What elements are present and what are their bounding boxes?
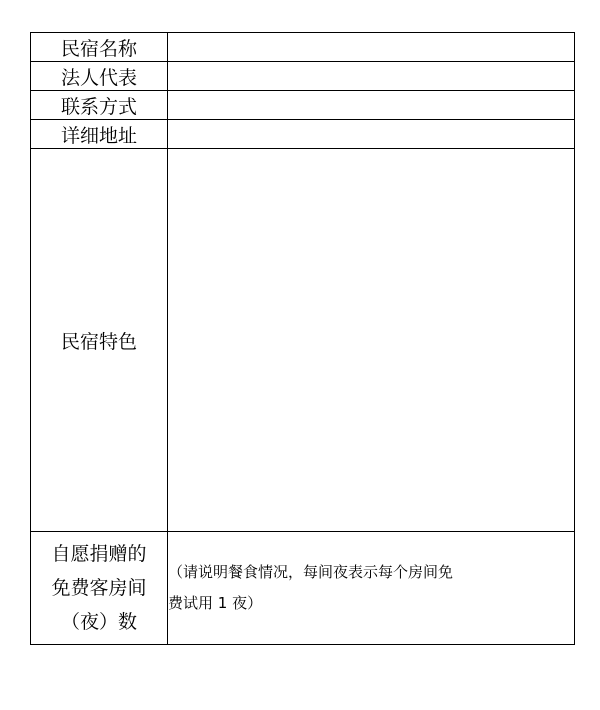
address-field[interactable]	[168, 120, 575, 149]
note-line: （请说明餐食情况，每间夜表示每个房间免	[168, 563, 454, 581]
label-line: （夜）数	[60, 611, 137, 633]
table-row	[31, 62, 575, 91]
table-row	[31, 91, 575, 120]
table-row	[31, 33, 575, 62]
legal-representative-field[interactable]	[168, 62, 575, 91]
label-legal-representative: 法人代表	[31, 62, 168, 91]
label-contact: 联系方式	[31, 91, 168, 120]
table-row	[31, 149, 575, 532]
note-line: 费试用 1 夜）	[168, 594, 263, 612]
label-address: 详细地址	[31, 120, 168, 149]
homestay-features-field[interactable]	[168, 149, 575, 532]
label-homestay-features: 民宿特色	[31, 149, 168, 532]
homestay-registration-form	[30, 32, 575, 645]
contact-field[interactable]	[168, 91, 575, 120]
label-line: 自愿捐赠的	[51, 543, 147, 565]
label-donated-rooms	[31, 532, 168, 645]
label-homestay-name: 民宿名称	[31, 33, 168, 62]
table-row	[31, 532, 575, 645]
donated-rooms-field[interactable]	[168, 532, 575, 645]
table-row	[31, 120, 575, 149]
homestay-name-field[interactable]	[168, 33, 575, 62]
label-line: 免费客房间	[51, 577, 147, 599]
